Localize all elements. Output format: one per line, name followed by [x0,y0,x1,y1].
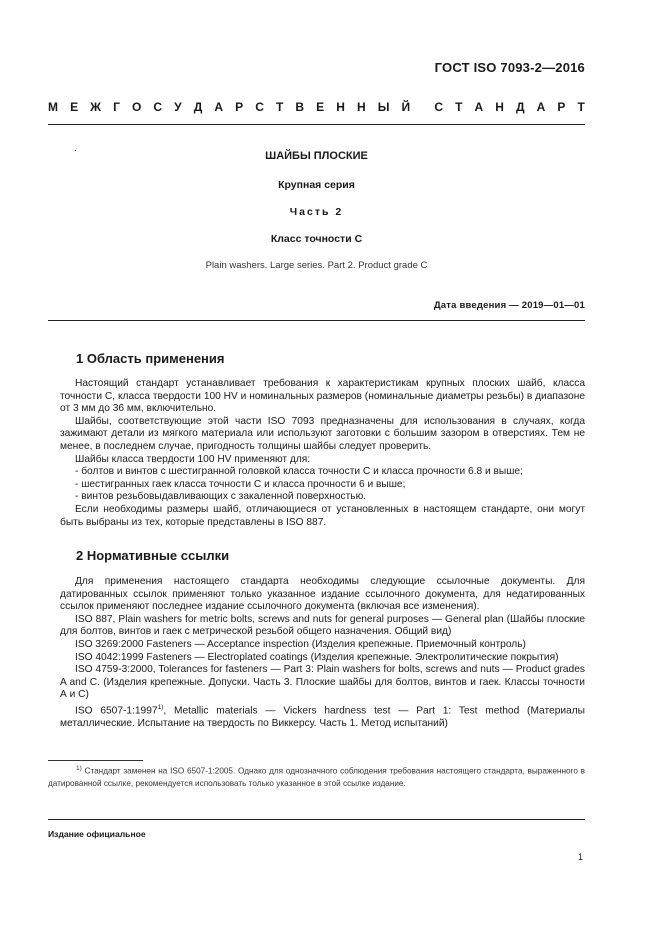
paragraph: Если необходимы размеры шайб, отличающиеся от установленных в настоящем стандарте, они могут быть выбраны из тех, которые представлены в ISO 887. [60,503,585,528]
footnote-rule [48,760,143,761]
list-item: - болтов и винтов с шестигранной головкой класса точности С и класса прочности 6.8 и выше; [75,466,523,478]
header-rule [48,124,585,125]
banner-letter: Н [495,100,504,114]
banner-letter: Н [356,100,366,114]
banner-letter: А [474,100,484,114]
official-edition-label: Издание официальное [48,829,146,839]
section-2-heading: 2 Нормативные ссылки [76,548,230,563]
section-1-body [60,378,585,529]
banner-letter: Н [336,100,345,114]
reference-item: ISO 4759-3:2000, Tolerances for fasteners — Part 3: Plain washers for bolts, screws and nuts — Product grades A and C. (Изделия крепежные. Допуски. Часть 3. Плоские шайбы для болтов, винтов и гаек. Классы точности А и С) [60,664,585,701]
list-item: - винтов резьбовыдавливающих с закаленной поверхностью. [75,491,367,503]
page-number: 1 [577,852,583,862]
banner-letter: Р [235,100,244,114]
paragraph: Для применения настоящего стандарта необходимы следующие ссылочные документы. Для датированных ссылок применяют только указанное издание ссылочного документа, для недатированных ссылок применяют последнее издание ссылочного документа (включая все изменения). [60,576,585,613]
banner-letter: Т [275,100,284,114]
reference-code: ISO 6507-1:1997 [75,705,158,717]
interstate-standard-banner [48,100,585,114]
banner-letter: Р [557,100,566,114]
banner-letter: О [132,100,142,114]
reference-item: ISO 4042:1999 Fasteners — Electroplated coatings (Изделия крепежные. Электролитические покрытия) [75,651,559,663]
banner-letter: Т [455,100,463,114]
document-title: ШАЙБЫ ПЛОСКИЕ [265,150,368,162]
reference-item: ISO 887, Plain washers for metric bolts, screws and nuts for general purposes — General plan (Шайбы плоские для болтов, винтов и гаек с метрической резьбой общего назначения. Общий вид) [60,613,585,638]
standard-id: ГОСТ ISO 7093-2—2016 [434,60,585,75]
banner-letter: Д [516,100,525,114]
paragraph: Настоящий стандарт устанавливает требования к характеристикам крупных плоских шайб, класса точности С, класса твердости 100 HV и номинальных размеров (номинальные диаметры резьбы) в диапазоне от 3 мм до 36 мм, включительно. [60,378,585,415]
footnote-mark: 1) [157,703,164,711]
stray-dot: · [74,145,78,156]
reference-item: ISO 3269:2000 Fasteners — Acceptance inspection (Изделия крепежные. Приемочный контроль) [75,638,526,650]
footnote-mark: 1) [76,765,82,772]
section-2-body [60,576,585,731]
date-rule [48,320,585,321]
banner-letter: А [214,100,224,114]
footnote-text: Стандарт заменен на ISO 6507-1:2005. Однако для однозначного соблюдения требования настоящего стандарта, выраженного в датированной ссылке, рекомендуется использовать только указанное в этой ссылке издание. [48,766,585,789]
banner-letter: Е [70,100,79,114]
list-item: - шестигранных гаек класса точности С и класса прочности 6 и выше; [75,478,406,490]
banner-letter: С [153,100,163,114]
paragraph: Шайбы, соответствующие этой части ISO 7093 предназначены для использования в случаях, когда зажимают детали из мягкого материала или используют заготовки с большим зазором в отверстиях. Тем не менее, в последнем случае, пригодность толщины шайбы следует проверить. [60,415,585,452]
intro-date: Дата введения — 2019—01—01 [433,300,585,311]
banner-letter: Т [577,100,585,114]
footer-rule [48,819,585,820]
section-1-heading: 1 Область применения [76,351,225,366]
reference-item [60,702,585,731]
banner-letter: С [434,100,443,114]
banner-letter: Г [113,100,120,114]
banner-letter: Д [193,100,203,114]
paragraph: Шайбы класса твердости 100 HV применяют для: [75,453,311,465]
banner-letter: Ж [90,100,102,114]
part-subtitle: Часть 2 [289,206,344,218]
banner-letter: У [174,100,182,114]
banner-letter: Й [401,100,411,114]
banner-letter: В [295,100,305,114]
banner-letter: М [48,100,58,114]
banner-letter: Е [316,100,325,114]
grade-subtitle: Класс точности С [270,233,363,245]
footnote [48,763,585,791]
banner-letter: Ы [377,100,390,114]
banner-letter: А [536,100,546,114]
series-subtitle: Крупная серия [278,179,355,191]
reference-title: , Metallic materials — Vickers hardness test — Part 1: Test method (Материалы металлические. Испытание на твердость по Виккерсу. Часть 1. Метод испытаний) [60,705,585,729]
banner-letter: С [255,100,264,114]
english-title: Plain washers. Large series. Part 2. Product grade C [205,260,428,271]
